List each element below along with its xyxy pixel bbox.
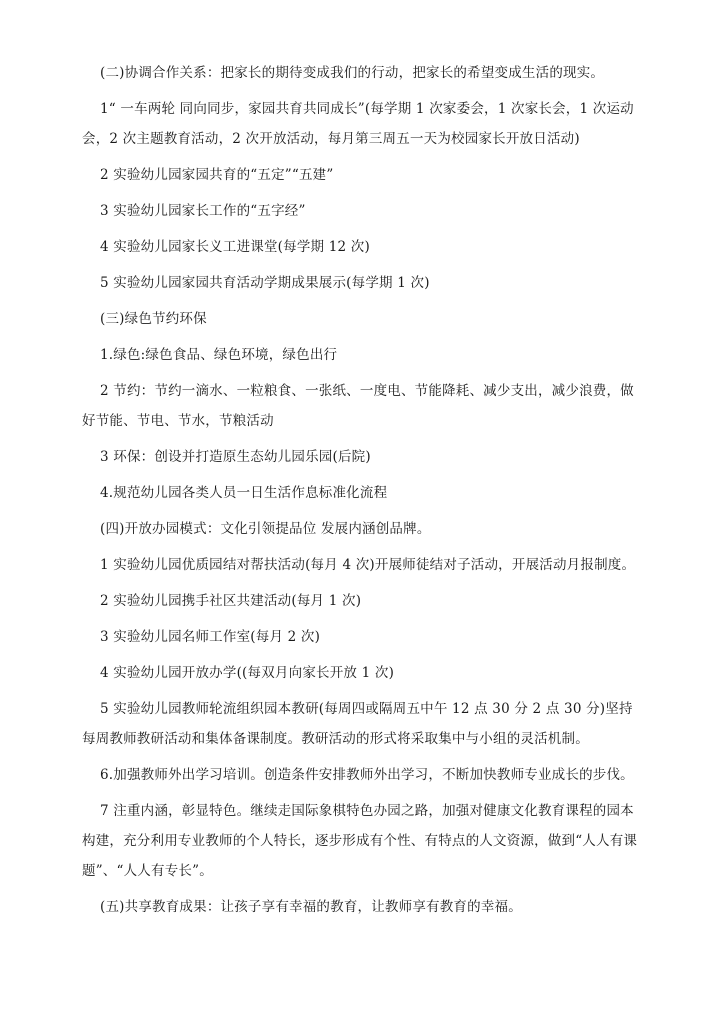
list-item: 6.加强教师外出学习培训。创造条件安排教师外出学习，不断加快教师专业成长的步伐。 [100,767,634,783]
list-item: 2 实验幼儿园携手社区共建活动(每月 1 次) [100,593,362,609]
section-heading-shared-results: (五)共享教育成果：让孩子享有幸福的教育，让教师享有教育的幸福。 [100,899,522,915]
list-item: 2 实验幼儿园家园共育的“五定”“五建” [100,167,334,183]
list-item: 4.规范幼儿园各类人员一日生活作息标准化流程 [100,485,388,501]
section-heading-cooperation: (二)协调合作关系：把家长的期待变成我们的行动，把家长的希望变成生活的现实。 [100,65,605,81]
list-item: 5 实验幼儿园教师轮流组织园本教研(每周四或隔周五中午 12 点 30 分 2 点 30 分)坚持每周教师教研活动和集体备课制度。教研活动的形式将采取集中与小组的灵活机制。 [82,701,633,747]
section-heading-green: (三)绿色节约环保 [100,311,207,327]
list-item: 1“ 一车两轮 同向同步，家园共育共同成长”(每学期 1 次家委会，1 次家长会，1 次运动会，2 次主题教育活动，2 次开放活动，每月第三周五一天为校园家长开放日活动) [82,101,634,147]
list-item: 2 节约：节约一滴水、一粒粮食、一张纸、一度电、节能降耗、减少支出，减少浪费，做好节能、节电、节水，节粮活动 [82,383,634,429]
list-item: 4 实验幼儿园开放办学((每双月向家长开放 1 次) [100,665,395,681]
list-item: 3 环保：创设并打造原生态幼儿园乐园(后院) [100,449,371,465]
list-item: 1.绿色:绿色食品、绿色环境，绿色出行 [100,347,338,363]
list-item: 3 实验幼儿园家长工作的“五字经” [100,203,306,219]
section-heading-open-school: (四)开放办园模式：文化引领提品位 发展内涵创品牌。 [100,521,431,537]
list-item: 7 注重内涵，彰显特色。继续走国际象棋特色办园之路，加强对健康文化教育课程的园本构建，充分利用专业教师的个人特长，逐步形成有个性、有特点的人文资源，做到“人人有课题”、“人人有专长”。 [82,803,638,879]
list-item: 4 实验幼儿园家长义工进课堂(每学期 12 次) [100,239,370,255]
list-item: 3 实验幼儿园名师工作室(每月 2 次) [100,629,321,645]
list-item: 5 实验幼儿园家园共育活动学期成果展示(每学期 1 次) [100,275,430,291]
list-item: 1 实验幼儿园优质园结对帮扶活动(每月 4 次)开展师徒结对子活动，开展活动月报制度。 [100,557,636,573]
